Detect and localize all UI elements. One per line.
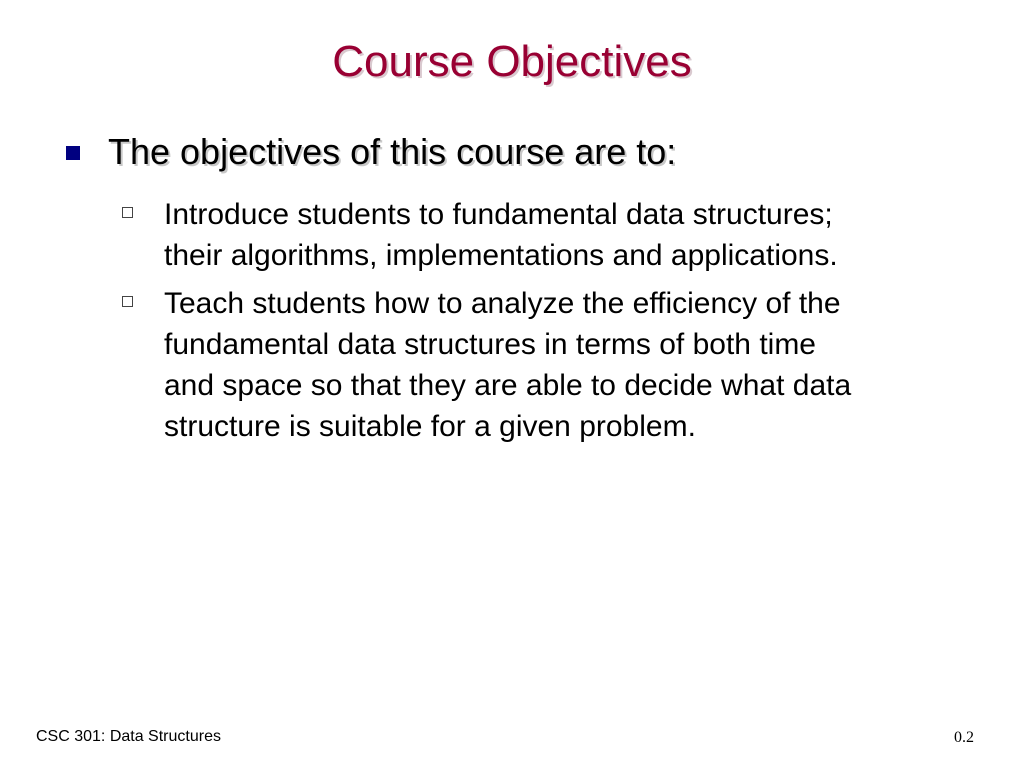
- slide-number: 0.2: [954, 729, 974, 746]
- slide-title: Course Objectives: [332, 37, 692, 86]
- footer-course-name: CSC 301: Data Structures: [36, 728, 221, 745]
- sub-bullet-text-line: Teach students how to analyze the efficiency of the: [164, 287, 841, 320]
- sub-bullet-text-line: structure is suitable for a given problem.: [164, 410, 696, 443]
- hollow-square-bullet-icon: [122, 296, 133, 307]
- sub-bullet-text-line: fundamental data structures in terms of both time: [164, 328, 816, 361]
- main-bullet-text: The objectives of this course are to:: [108, 131, 677, 172]
- hollow-square-bullet-icon: [122, 207, 133, 218]
- filled-square-bullet-icon: [66, 146, 80, 160]
- sub-bullet-text-line: and space so that they are able to decide what data: [164, 369, 852, 402]
- sub-bullet-text-line: Introduce students to fundamental data structures;: [164, 198, 833, 231]
- sub-bullet-text-line: their algorithms, implementations and applications.: [164, 239, 838, 272]
